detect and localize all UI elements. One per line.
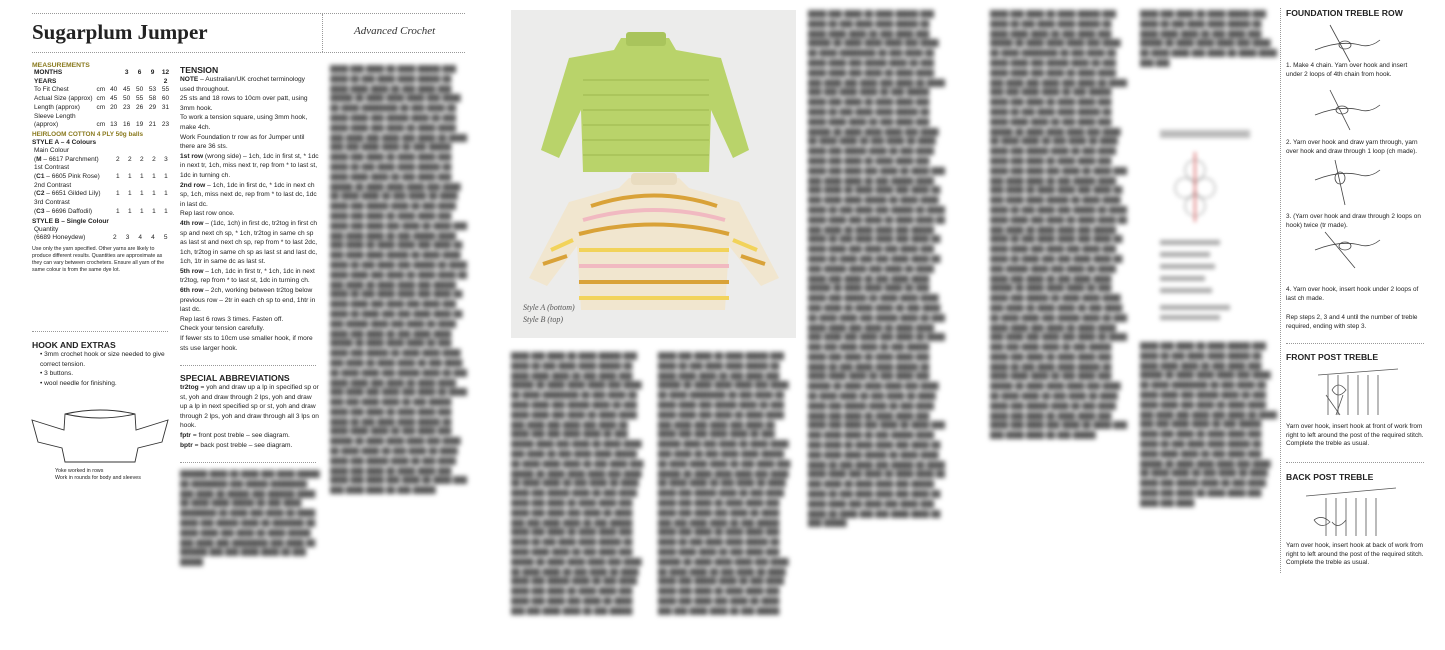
yarn-value: 1 bbox=[164, 190, 168, 198]
yarn-code: C2 bbox=[36, 190, 45, 198]
right-column-divider bbox=[1280, 8, 1281, 573]
yarn-code: C1 bbox=[36, 173, 45, 181]
jumper-illustration bbox=[511, 10, 796, 338]
tension-paragraph: Rep last row once. bbox=[180, 210, 235, 218]
yarn-value bbox=[147, 226, 160, 235]
style-a-striped-jumper bbox=[529, 173, 779, 310]
tension-paragraph: Work Foundation tr row as for Jumper until there are 36 sts. bbox=[180, 133, 305, 151]
tension-keyword: 1st row bbox=[180, 152, 204, 160]
yarn-value: 5 bbox=[163, 234, 168, 242]
front-post-treble-diagram bbox=[1318, 365, 1398, 420]
yarn-label: 2nd Contrast bbox=[34, 181, 72, 189]
measurement-value bbox=[146, 113, 159, 122]
months-row-value: 12 bbox=[161, 69, 170, 76]
measurement-value: 23 bbox=[123, 103, 131, 111]
measurement-value: 45 bbox=[123, 86, 131, 94]
front-post-rule bbox=[1286, 343, 1424, 344]
header-divider bbox=[322, 14, 323, 52]
tension-keyword: NOTE bbox=[180, 76, 199, 83]
yarn-value bbox=[160, 147, 172, 156]
special-abbreviations-section bbox=[180, 373, 320, 450]
yarn-value bbox=[112, 182, 124, 191]
yarn-value: 1 bbox=[152, 207, 156, 215]
measurement-unit: cm bbox=[96, 121, 106, 129]
blurred-text-block: ████ ███ ████ ██ ████ █████ ███ ████ ██ ███ ████ ████ █████ ██ ████ ████ ████ ██ ███ ████ ███ █████ ██ ████ ████ ████ ███ ████ ██ ████ ████████ ██ ███ ████ ██ ████ ████ ███ █████ ████ ██ ███ ████ ████ ███ ████ ██ ████ ████ ███ ████ ███ ████ ███ ████ ██ ████ ███ ███ ████ ████ ██ ███ █████ ████ ███ ████ ██ ████ ████ ███ ████ ██ ███ ████ ████ █████ ██ ████ ████ ████ ██ ███ ████ ███ █████ ██ ████ ████ ████ ███ ████ ██ ████ ████ ██ ███ ████ ██ ████ ████ ███ █████ ████ ██ ███ ████ ████ ███ ████ ██ ████ ████ ███ ████ ███ ████ bbox=[1140, 343, 1277, 507]
yarn-value: 3 bbox=[125, 234, 130, 242]
difficulty-label: Advanced Crochet bbox=[354, 25, 436, 37]
yarn-label: (C3 – 6696 Daffodil) bbox=[34, 207, 93, 215]
yarn-value bbox=[159, 226, 172, 235]
back-post-treble-diagram bbox=[1306, 484, 1396, 540]
measurement-value: 19 bbox=[135, 121, 144, 129]
measurement-value bbox=[120, 113, 133, 122]
abbreviation-paragraph: bptr = back post treble – see diagram. bbox=[180, 441, 293, 449]
yarn-value bbox=[124, 199, 136, 208]
schematic-caption-line-2: Work in rounds for body and sleeves bbox=[55, 475, 141, 481]
abbreviation-keyword: bptr bbox=[180, 441, 193, 449]
measurement-row bbox=[32, 104, 172, 113]
measurement-row bbox=[32, 95, 172, 104]
measurement-value: 16 bbox=[123, 121, 131, 129]
yarn-value: 1 bbox=[128, 173, 132, 181]
measurement-value: 58 bbox=[148, 95, 157, 103]
yarn-label: (C1 – 6605 Pink Rose) bbox=[34, 173, 100, 181]
measurement-value: 13 bbox=[110, 121, 118, 129]
hook-rule bbox=[32, 331, 168, 332]
measurement-label: Actual Size (approx) bbox=[34, 95, 93, 103]
yarn-label: Main Colour bbox=[34, 146, 70, 154]
yarn-value: 1 bbox=[128, 207, 132, 215]
measurement-label: Length (approx) bbox=[34, 103, 80, 111]
yarn-value bbox=[112, 199, 124, 208]
measurements-heading: MEASUREMENTS bbox=[32, 62, 90, 69]
hook-extras-heading: HOOK AND EXTRAS bbox=[32, 340, 116, 350]
measurement-value: 31 bbox=[161, 103, 170, 111]
yarn-row bbox=[32, 190, 172, 199]
yarn-value bbox=[160, 182, 172, 191]
yarn-table bbox=[32, 147, 172, 217]
measurement-label: To Fit Chest bbox=[34, 86, 69, 94]
photo-caption-style-a: Style A (bottom) bbox=[523, 303, 575, 312]
blurred-text-block: ████ ███ ████ ██ ████ █████ ███ ████ ██ ███ ████ ████ █████ ██ ████ ████ ████ ██ ███ ████ ███ █████ ██ ████ ████ ████ ███ ████ ██ ████ ████ ███ ████ ██ ████ ████ ███ ███ bbox=[1140, 11, 1277, 67]
tension-heading: TENSION bbox=[180, 65, 219, 75]
measurement-value: 20 bbox=[110, 103, 118, 111]
yarn-value: 2 bbox=[115, 155, 120, 163]
hook-extras-section bbox=[32, 340, 172, 388]
abbreviation-paragraph: tr2tog = yoh and draw up a lp in specified sp or st, yoh and draw through 2 lps, yoh and draw up a lp in next specified sp or st, yoh and draw through 2 lps, yoh and draw through all 3 lps on hook. bbox=[180, 384, 319, 430]
hook-extras-list bbox=[32, 350, 172, 388]
yarn-value: 1 bbox=[115, 173, 120, 181]
yarn-value: 1 bbox=[140, 207, 144, 215]
measurement-value bbox=[133, 113, 146, 122]
blurred-text-block: ████ ███ ████ ██ ████ █████ ███ ████ ██ ███ ████ ████ █████ ██ ████ ████ ████ ██ ███ ████ ███ █████ ██ ████ ████ ████ ███ ████ ██ ████ ████████ ██ ███ ████ ██ ████ ████ ███ █████ ████ ██ ███ ████ ████ ███ ████ ██ ████ ████ ███ ████ ███ ████ ███ ████ ██ ████ ███ ███ ████ ████ ██ ███ █████ ████ ███ ████ ██ ████ ████ ███ ████ ██ ███ ████ ████ █████ ██ ████ ████ ████ ██ ███ ████ ███ █████ ██ ████ ████ ████ ███ ████ ██ ████ ████ ██ ███ ████ ██ ████ ████ ███ █████ ████ ██ ███ ████ ████ ███ ████ ██ ████ ████ ███ ████ ███ ████ ███ ████ ██ ████ ███ ███ ████ ████ ██ ███ █████ ████ ███ ████ ██ ████ ████ ███ ████ ██ ███ ████ ████ █████ ██ ████ ████ ████ ██ ███ ████ ███ █████ ██ ████ ████ ████ ███ ████ ██ ████ ████ ██ ███ ████ ██ ████ ████ ███ █████ ████ ██ ███ ████ ████ ███ ████ ██ ████ ████ ███ ████ ███ ████ ███ ████ ██ ████ ███ ███ ████ ████ ██ ███ █████ ████ ███ ████ ██ ████ ████ ███ ████ ██ ███ ████ ████ █████ ██ ████ ████ ████ ██ ███ ████ ███ █████ ██ ████ ████ ████ ███ ████ ██ ████ ████ ██ ███ ████ ██ ████ ████ ███ █████ ████ ██ ███ ████ ████ ███ ████ ██ ████ ████ ███ ████ ███ ████ ███ ████ ██ ████ ███ ███ ████ ████ ██ ███ █████ ████ ███ ████ ██ ████ ████ ███ ████ ██ ███ ████ ████ █████ ██ ████ ████ ████ ██ ███ ████ ███ █████ ██ ████ ████ ████ ███ ████ ██ ████ ████ ██ ███ ████ ██ ████ ████ ███ █████ ████ ██ ███ ████ ████ ███ ████ ██ ████ ████ ███ ████ ███ ████ ███ ████ ██ ████ ███ ███ ████ ████ ██ ███ █████ ████ ███ ████ ██ ████ ████ ███ ████ ██ ███ ████ ████ █████ ██ ████ ████ ████ ██ ███ ████ ███ █████ ██ ████ ████ ████ ███ ████ ██ ████ ████ ██ ███ ████ ██ ████ ████ ███ █████ ████ ██ ███ ████ ████ ███ ████ ██ ████ ████ ███ ████ ███ ████ ███ ████ ██ ████ ███ ███ ████ ████ ██ ███ █████ bbox=[808, 11, 945, 528]
tension-paragraph: 1st row (wrong side) – 1ch, 1dc in first st, * 1dc in next tr, 1ch, miss next tr, rep from * to last st, 1dc in turning ch. bbox=[180, 152, 319, 179]
blurred-text-block: ████ ███ ████ ██ ████ █████ ███ ████ ██ ███ ████ ████ █████ ██ ████ ████ ████ ██ ███ ████ ███ █████ ██ ████ ████ ████ ███ ████ ██ ████ ████████ ██ ███ ████ ██ ████ ████ ███ █████ ████ ██ ███ ████ ████ ███ ████ ██ ████ ████ ███ ████ ███ ████ ███ ████ ██ ████ ███ ███ ████ ████ ██ ███ █████ ████ ███ ████ ██ ████ ████ ███ ████ ██ ███ ████ ████ █████ ██ ████ ████ ████ ██ ███ ████ ███ █████ ██ ████ ████ ████ ███ ████ ██ ████ ████ ██ ███ ████ ██ ████ ████ ███ █████ ████ ██ ███ ████ ████ ███ ████ ██ ████ ████ ███ ████ ███ ████ ███ ████ ██ ████ ███ ███ ████ ████ ██ ███ █████ ████ ███ ████ ██ ████ ████ ███ ████ ██ ███ ████ ████ █████ ██ ████ ████ ████ ██ ███ ████ ███ █████ ██ ████ ████ ████ ███ ████ ██ ████ ████ ██ ███ ████ ██ ████ ████ ███ █████ ████ ██ ███ ████ ████ ███ ████ ██ ████ ████ ███ ████ ███ ████ ███ ████ ██ ████ ███ ███ ████ ████ ██ ███ █████ bbox=[511, 353, 644, 615]
photo-caption-style-b: Style B (top) bbox=[523, 315, 563, 324]
measurement-unit: cm bbox=[96, 103, 106, 111]
yarn-value: 1 bbox=[140, 173, 144, 181]
abbreviation-keyword: tr2tog bbox=[180, 384, 199, 391]
yarn-value: 2 bbox=[140, 155, 144, 163]
yarn-value bbox=[136, 147, 148, 156]
yarn-value bbox=[121, 226, 134, 235]
schematic-caption bbox=[55, 468, 141, 482]
foundation-step-3: 3. (Yarn over hook and draw through 2 loops on hook) twice (tr made). bbox=[1286, 213, 1421, 229]
foundation-treble-section bbox=[1286, 8, 1426, 18]
tension-paragraph: 6th row – 2ch, working between tr2tog below previous row – 2tr in each ch sp to end, 1htr in last dc. bbox=[180, 287, 316, 314]
years-row-label: YEARS bbox=[34, 77, 57, 85]
yarn-row bbox=[32, 226, 172, 235]
style-b-heading: STYLE B – Single Colour bbox=[32, 217, 109, 225]
yarn-value: 1 bbox=[164, 173, 168, 181]
years-row-value bbox=[120, 78, 133, 87]
yarn-value bbox=[124, 164, 136, 173]
months-row-value bbox=[107, 69, 120, 78]
abbreviation-paragraph: fptr = front post treble – see diagram. bbox=[180, 431, 290, 439]
yarn-label: 1st Contrast bbox=[34, 164, 70, 172]
tension-paragraph: NOTE – Australian/UK crochet terminology used throughout. bbox=[180, 76, 305, 93]
tension-keyword: 5th row bbox=[180, 267, 204, 275]
yarn-value: 2 bbox=[112, 234, 117, 242]
hook-extras-item: • 3 buttons. bbox=[40, 369, 172, 379]
measurement-value: 50 bbox=[135, 86, 144, 94]
tension-paragraph: If fewer sts to 10cm use smaller hook, if more sts use larger hook. bbox=[180, 335, 313, 352]
tension-paragraph: 2nd row – 1ch, 1dc in first dc, * 1dc in next ch sp, 1ch, miss next dc, rep from * to last dc, 1dc in last dc. bbox=[180, 181, 317, 208]
hook-extras-item: • wool needle for finishing. bbox=[40, 379, 172, 389]
style-b-table bbox=[32, 226, 172, 243]
foundation-treble-heading: FOUNDATION TREBLE ROW bbox=[1286, 8, 1403, 18]
pattern-title: Sugarplum Jumper bbox=[32, 20, 208, 44]
yarn-row bbox=[32, 208, 172, 217]
special-abbreviations-heading: SPECIAL ABBREVIATIONS bbox=[180, 373, 290, 383]
blurred-text-block: ████ ███ ████ ██ ████ █████ ███ ████ ██ ███ ████ ████ █████ ██ ████ ████ ████ ██ ███ ████ ███ █████ ██ ████ ████ ████ ███ ████ ██ ████ ████████ ██ ███ ████ ██ ████ ████ ███ █████ ████ ██ ███ ████ ████ ███ ████ ██ ████ ████ ███ ████ ███ ████ ███ ████ ██ ████ ███ ███ ████ ████ ██ ███ █████ ████ ███ ████ ██ ████ ████ ███ ████ ██ ███ ████ ████ █████ ██ ████ ████ ████ ██ ███ ████ ███ █████ ██ ████ ████ ████ ███ ████ ██ ████ ████ ██ ███ ████ ██ ████ ████ ███ █████ ████ ██ ███ ████ ████ ███ ████ ██ ████ ████ ███ ████ ███ ████ ███ ████ ██ ████ ███ ███ ████ ████ ██ ███ █████ ████ ███ ████ ██ ████ ████ ███ ████ ██ ███ ████ ████ █████ ██ ████ ████ ████ ██ ███ ████ ███ █████ ██ ████ ████ ████ ███ ████ ██ ████ ████ ██ ███ ████ ██ ████ ████ ███ █████ ████ ██ ███ ████ ████ ███ ████ ██ ████ ████ ███ ████ ███ ████ ███ ████ ██ ████ ███ ███ ████ ████ ██ ███ █████ ████ ███ ████ ██ ████ ████ ███ ████ ██ ███ ████ ████ █████ ██ ████ ████ ████ ██ ███ ████ ███ █████ ██ ████ ████ ████ ███ ████ ██ ████ ████ ██ ███ ████ ██ ████ ████ ███ █████ ████ ██ ███ ████ ████ ███ ████ ██ ████ ████ ███ ████ ███ ████ ███ ████ ██ ████ ███ ███ ████ ████ ██ ███ █████ ████ ███ ████ ██ ████ ████ ███ ████ ██ ███ ████ ████ █████ ██ ████ ████ ████ ██ ███ ████ ███ █████ ██ ████ ████ ████ ███ ████ ██ ████ ████ ██ ███ ████ ██ ████ ████ ███ █████ ████ ██ ███ ████ ████ ███ ████ ██ ████ ████ ███ ████ ███ ████ ███ ████ ██ ████ ███ ███ ████ ████ ██ ███ █████ bbox=[990, 11, 1127, 440]
yarn-value bbox=[160, 164, 172, 173]
months-row-label: MONTHS bbox=[34, 69, 63, 76]
yarn-value bbox=[136, 164, 148, 173]
measurement-value: 40 bbox=[110, 86, 118, 94]
back-post-rule bbox=[1286, 462, 1424, 463]
yarn-value: 1 bbox=[140, 190, 144, 198]
yarn-value bbox=[148, 182, 160, 191]
front-post-treble-heading: FRONT POST TREBLE bbox=[1286, 352, 1379, 362]
yarn-value bbox=[124, 182, 136, 191]
yarn-row bbox=[32, 199, 172, 208]
photo-caption bbox=[523, 302, 575, 326]
yarn-value: 1 bbox=[128, 190, 132, 198]
measurement-label: Sleeve Length bbox=[34, 112, 76, 120]
yarn-value bbox=[136, 182, 148, 191]
back-post-treble-text: Yarn over hook, insert hook at back of work from right to left around the post of the required stitch. Complete the treble as usual. bbox=[1286, 542, 1424, 567]
abbreviation-keyword: fptr bbox=[180, 431, 191, 439]
measurement-value: 50 bbox=[123, 95, 131, 103]
measurement-unit bbox=[95, 113, 108, 122]
years-row-value bbox=[146, 78, 159, 87]
header-bottom-rule bbox=[32, 52, 465, 53]
tension-paragraph: To work a tension square, using 3mm hook, make 4ch. bbox=[180, 114, 308, 131]
yarn-code: C3 bbox=[36, 207, 45, 215]
yarn-label: (M – 6617 Parchment) bbox=[34, 155, 99, 163]
style-b-green-jumper bbox=[541, 32, 749, 172]
tension-keyword: 2nd row bbox=[180, 181, 206, 189]
yarn-row bbox=[32, 182, 172, 191]
hook-extras-item: • 3mm crochet hook or size needed to give correct tension. bbox=[40, 350, 172, 369]
measurement-value bbox=[159, 113, 172, 122]
yarn-row bbox=[32, 173, 172, 182]
measurement-value: 26 bbox=[135, 103, 144, 111]
measurement-value: 60 bbox=[161, 95, 170, 103]
measurement-unit: cm bbox=[96, 86, 106, 94]
tension-section bbox=[180, 65, 320, 353]
tension-keyword: 6th row bbox=[180, 287, 204, 295]
yarn-heading: HEIRLOOM COTTON 4 PLY 50g balls bbox=[32, 130, 144, 138]
measurement-unit: cm bbox=[96, 95, 106, 103]
foundation-step-4: 4. Yarn over hook, insert hook under 2 loops of last ch made. bbox=[1286, 286, 1419, 302]
blurred-text-block: ████ ███ ████ ██ ████ █████ ███ ████ ██ ███ ████ ████ █████ ██ ████ ████ ████ ██ ███ ████ ███ █████ ██ ████ ████ ████ ███ ████ ██ ████ ████████ ██ ███ ████ ██ ████ ████ ███ █████ ████ ██ ███ ████ ████ ███ ████ ██ ████ ████ ███ ████ ███ ████ ███ ████ ██ ████ ███ ███ ████ ████ ██ ███ █████ ████ ███ ████ ██ ████ ████ ███ ████ ██ ███ ████ ████ █████ ██ ████ ████ ████ ██ ███ ████ ███ █████ ██ ████ ████ ████ ███ ████ ██ ████ ████ ██ ███ ████ ██ ████ ████ ███ █████ ████ ██ ███ ████ ████ ███ ████ ██ ████ ████ ███ ████ ███ ████ ███ ████ ██ ████ ███ ███ ████ ████ ██ ███ █████ ████ ███ ████ ██ ████ ████ ███ ████ ██ ███ ████ ████ █████ ██ ████ ████ ████ ██ ███ ████ ███ █████ ██ ████ ████ ████ ███ ████ ██ ████ ████ ██ ███ ████ ██ ████ ████ ███ █████ ████ ██ ███ ████ ████ ███ ████ ██ ████ ████ ███ ████ ███ ████ ███ ████ ██ ████ ███ ███ ████ ████ ██ ███ █████ bbox=[658, 353, 791, 615]
measurements-section bbox=[32, 62, 172, 274]
yarn-note: Use only the yarn specified. Other yarns are likely to produce different results. Quantities are approximate as they can vary between crocheters. Ensure all yarn of the same colour is from the same dye lot. bbox=[32, 245, 165, 273]
yarn-value bbox=[108, 226, 121, 235]
yarn-value bbox=[112, 147, 124, 156]
yarn-value bbox=[148, 147, 160, 156]
jumper-photo bbox=[511, 10, 796, 338]
years-row-value bbox=[133, 78, 146, 87]
tension-paragraph: 5th row – 1ch, 1dc in first tr, * 1ch, 1dc in next tr2tog, rep from * to last st, 1dc in turning ch. bbox=[180, 267, 315, 285]
yarn-value: 2 bbox=[128, 155, 132, 163]
years-row-value bbox=[107, 78, 120, 87]
blurred-section-rule bbox=[180, 462, 316, 463]
yarn-value: 1 bbox=[152, 190, 156, 198]
tension-paragraph: 4th row – (1dc, 1ch) in first dc, tr2tog in first ch sp and next ch sp, * 1ch, tr2tog in same ch sp as last st and next ch sp, rep from * to last 2dc, 1ch, tr2tog in same ch sp as last st and last dc, 1ch, 1tr in same dc as last st. bbox=[180, 219, 318, 266]
yarn-row bbox=[32, 156, 172, 165]
measurement-value: 23 bbox=[161, 121, 170, 129]
blurred-text-block: ██████ ████ ██ ████ ███ ████ █████ ██ ████████ ███ █████ ████████ ███ ████ ██ █████ ███ ██████ ████ ██ ████ ████ █████ ██ ███ ████ ████████ ██ ████ ███ ████ ██ ████ ████ ███ █████ ████ ██ ███████ ██ ████ ████ ███ ████ ██ ████ █████ ███ ████ ███ ████████ ███ ████ ██ ██████ ███ ███ ████ ████ ██ ███ █████ bbox=[180, 471, 320, 567]
years-row-value: 2 bbox=[163, 77, 168, 85]
yarn-value bbox=[148, 199, 160, 208]
tension-paragraph: Rep last 6 rows 3 times. Fasten off. bbox=[180, 315, 284, 323]
measurement-row bbox=[32, 113, 172, 122]
months-row-value: 9 bbox=[150, 69, 155, 76]
tension-keyword: 4th row bbox=[180, 219, 204, 227]
yarn-code: M bbox=[36, 155, 42, 163]
yarn-row bbox=[32, 164, 172, 173]
months-row-value: 3 bbox=[124, 69, 129, 76]
yarn-value bbox=[124, 147, 136, 156]
measurement-value: 29 bbox=[148, 103, 157, 111]
yarn-row bbox=[32, 147, 172, 156]
foundation-step-1: 1. Make 4 chain. Yarn over hook and insert under 2 loops of 4th chain from hook. bbox=[1286, 62, 1408, 78]
measurement-value: 55 bbox=[161, 86, 170, 94]
yarn-label: 3rd Contrast bbox=[34, 199, 70, 207]
abbrev-rule bbox=[180, 365, 316, 366]
garment-schematic-diagram bbox=[30, 402, 170, 464]
yarn-label: (6689 Honeydew) bbox=[34, 234, 86, 242]
months-row bbox=[32, 69, 172, 78]
measurement-row bbox=[32, 121, 172, 130]
yarn-value: 1 bbox=[164, 207, 168, 215]
blurred-text-block: ████ ███ ████ ██ ████ █████ ███ ████ ██ ███ ████ ████ █████ ██ ████ ████ ████ ██ ███ ████ ███ █████ ██ ████ ████ ████ ███ ████ ██ ████ ████████ ██ ███ ████ ██ ████ ████ ███ █████ ████ ██ ███ ████ ████ ███ ████ ██ ████ ████ ███ ████ ███ ████ ███ ████ ██ ████ ███ ███ ████ ████ ██ ███ █████ ████ ███ ████ ██ ████ ████ ███ ████ ██ ███ ████ ████ █████ ██ ████ ████ ████ ██ ███ ████ ███ █████ ██ ████ ████ ████ ███ ████ ██ ████ ████ ██ ███ ████ ██ ████ ████ ███ █████ ████ ██ ███ ████ ████ ███ ████ ██ ████ ████ ███ ████ ███ ████ ███ ████ ██ ████ ███ ███ ████ ████ ██ ███ █████ ████ ███ ████ ██ ████ ████ ███ ████ ██ ███ ████ ████ █████ ██ ████ ████ ████ ██ ███ ████ ███ █████ ██ ████ ████ ████ ███ ████ ██ ████ ████ ██ ███ ████ ██ ████ ████ ███ █████ ████ ██ ███ ████ ████ ███ ████ ██ ████ ████ ███ ████ ███ ████ ███ ████ ██ ████ ███ ███ ████ ████ ██ ███ █████ ████ ███ ████ ██ ████ ████ ███ ████ ██ ███ ████ ████ █████ ██ ████ ████ ████ ██ ███ ████ ███ █████ ██ ████ ████ ████ ███ ████ ██ ████ ████ ██ ███ ████ ██ ████ ████ ███ █████ ████ ██ ███ ████ ████ ███ ████ ██ ████ ████ ███ ████ ███ ████ ███ ████ ██ ████ ███ ███ ████ ████ ██ ███ █████ ████ ███ ████ ██ ████ ████ ███ ████ ██ ███ ████ ████ █████ ██ ████ ████ ████ ██ ███ ████ ███ █████ ██ ████ ████ ████ ███ ████ ██ ████ ████ ██ ███ ████ ██ ████ ████ ███ █████ ████ ██ ███ ████ ████ ███ ████ ██ ████ ████ ███ ████ ███ ████ ███ ████ ██ ████ ███ ███ ████ ████ ██ ███ █████ bbox=[330, 66, 467, 495]
style-a-heading: STYLE A – 4 Colours bbox=[32, 138, 97, 146]
header-top-rule bbox=[32, 13, 465, 14]
yarn-value bbox=[136, 199, 148, 208]
front-post-treble-text: Yarn over hook, insert hook at front of work from right to left around the post of the required stitch. Complete the treble as usual. bbox=[1286, 423, 1424, 448]
yarn-label: Quantity bbox=[34, 225, 59, 233]
yarn-label: (C2 – 6651 Gilded Lily) bbox=[34, 190, 101, 198]
measurements-table bbox=[32, 69, 172, 130]
tension-paragraph: Check your tension carefully. bbox=[180, 325, 265, 333]
yarn-value: 4 bbox=[138, 234, 143, 242]
measurement-label: (approx) bbox=[34, 121, 59, 129]
measurement-value: 55 bbox=[135, 95, 144, 103]
yarn-value: 3 bbox=[164, 155, 168, 163]
tension-paragraph: 25 sts and 18 rows to 10cm over patt, using 3mm hook. bbox=[180, 95, 308, 112]
yarn-value: 4 bbox=[151, 234, 155, 242]
months-row-value: 6 bbox=[137, 69, 142, 76]
years-row bbox=[32, 78, 172, 87]
yarn-value: 1 bbox=[152, 173, 156, 181]
yarn-value: 1 bbox=[115, 207, 120, 215]
measurement-row bbox=[32, 86, 172, 95]
measurement-value: 53 bbox=[148, 86, 157, 94]
measurement-value: 21 bbox=[148, 121, 157, 129]
foundation-repeat-note: Rep steps 2, 3 and 4 until the number of treble required, ending with step 3. bbox=[1286, 314, 1418, 330]
back-post-treble-heading: BACK POST TREBLE bbox=[1286, 472, 1374, 482]
yarn-row bbox=[32, 234, 172, 243]
measurement-value: 45 bbox=[110, 95, 118, 103]
yarn-value: 1 bbox=[115, 190, 120, 198]
tension-body bbox=[180, 75, 320, 353]
yarn-value bbox=[160, 199, 172, 208]
yarn-value bbox=[134, 226, 147, 235]
blurred-chart-diagram bbox=[1150, 130, 1260, 330]
measurement-value bbox=[107, 113, 120, 122]
yarn-value bbox=[112, 164, 124, 173]
foundation-step-2: 2. Yarn over hook and draw yarn through, yarn over hook and draw through 1 loop (ch made). bbox=[1286, 139, 1418, 155]
yarn-value: 2 bbox=[152, 155, 156, 163]
yarn-value bbox=[148, 164, 160, 173]
schematic-caption-line-1: Yoke worked in rows bbox=[55, 468, 104, 474]
special-abbreviations-body bbox=[180, 383, 320, 450]
